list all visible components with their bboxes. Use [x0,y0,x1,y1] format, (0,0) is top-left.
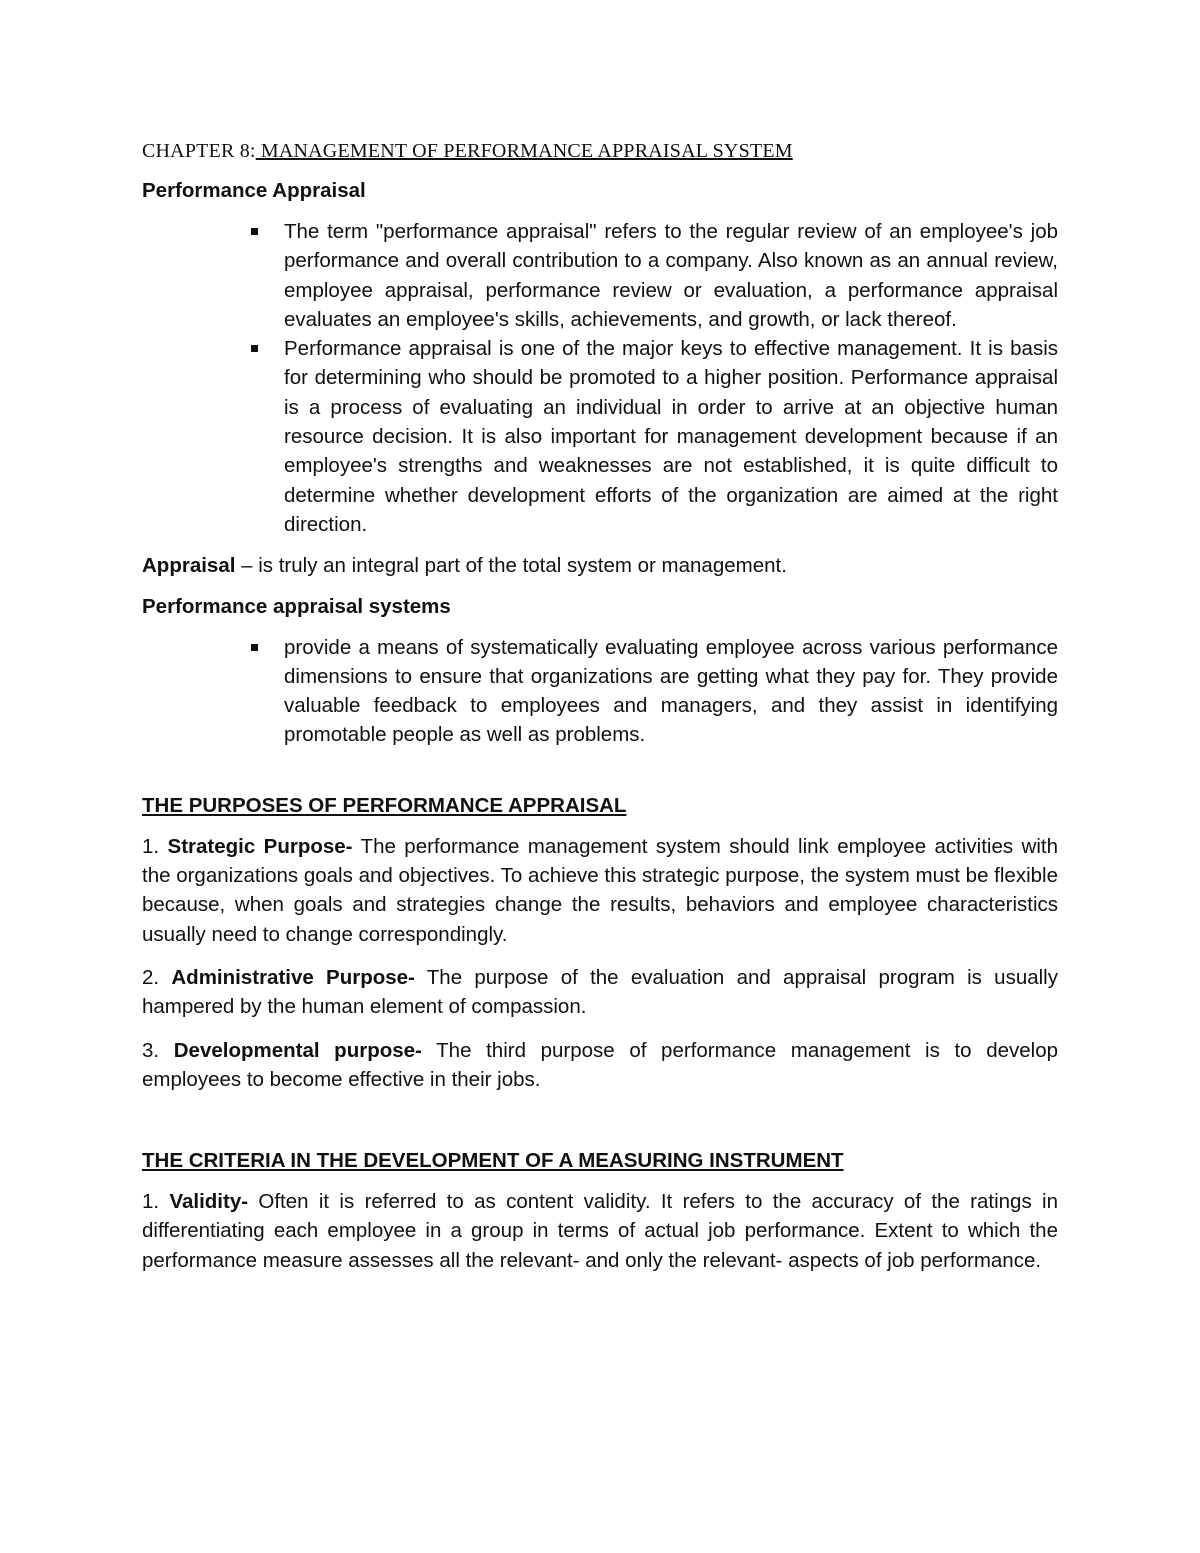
purpose-item-administrative [142,963,1058,1022]
purpose-number: 3. [142,1038,174,1062]
performance-appraisal-list [142,217,1058,539]
square-bullet-icon [251,228,258,235]
performance-appraisal-heading: Performance Appraisal [142,179,366,202]
chapter-prefix: CHAPTER 8: [142,140,256,162]
purpose-text: The performance management system should link employee activities with the organizations goals and objectives. To achieve this strategic purpose, the system must be flexible because, when goals and strategies change the results, behaviors and employee characteristics usually need to change correspondingly. [142,834,1058,946]
list-item-text: provide a means of systematically evaluating employee across various performance dimensions to ensure that organizations are getting what they pay for. They provide valuable feedback to employees and managers, and they assist in identifying promotable people as well as problems. [284,635,1058,747]
document-page [142,140,1058,1289]
purpose-number: 1. [142,834,168,858]
purpose-text: The purpose of the evaluation and appraisal program is usually hampered by the human element of compassion. [142,965,1058,1019]
purpose-item-developmental [142,1036,1058,1095]
chapter-name: MANAGEMENT OF PERFORMANCE APPRAISAL SYSTEM [255,140,793,162]
appraisal-definition [142,551,1058,580]
criteria-title: THE CRITERIA IN THE DEVELOPMENT OF A MEASURING INSTRUMENT [142,1149,844,1173]
appraisal-text: – is truly an integral part of the total system or management. [235,554,787,578]
purposes-title: THE PURPOSES OF PERFORMANCE APPRAISAL [142,793,627,817]
criteria-term: Validity- [169,1190,249,1214]
systems-list [142,633,1058,750]
square-bullet-icon [251,345,258,352]
criteria-item-validity [142,1187,1058,1275]
systems-heading: Performance appraisal systems [142,594,451,618]
list-item-text: Performance appraisal is one of the major keys to effective management. It is basis for determining who should be promoted to a higher position. Performance appraisal is a process of evaluating an individual in order to arrive at an objective human resource decision. It is also important for management development because if an employee's strengths and weaknesses are not established, it is quite difficult to determine whether development efforts of the organization are aimed at the right direction. [284,337,1058,536]
purpose-text: The third purpose of performance management is to develop employees to become effective in their jobs. [142,1038,1058,1091]
purpose-term: Administrative Purpose- [171,965,415,989]
chapter-title [142,140,1058,163]
square-bullet-icon [251,644,258,651]
criteria-number: 1. [142,1190,170,1214]
purpose-term: Developmental purpose- [173,1038,422,1062]
appraisal-term: Appraisal [142,554,236,578]
criteria-text: Often it is referred to as content validity. It refers to the accuracy of the ratings in differentiating each employee in a group in terms of actual job performance. Extent to which the performance measure assesses all the relevant- and only the relevant- aspects of job performance. [142,1190,1059,1272]
list-item [284,334,1058,539]
purpose-term: Strategic Purpose- [167,834,353,858]
list-item-text: The term "performance appraisal" refers to the regular review of an employee's job performance and overall contribution to a company. Also known as an annual review, employee appraisal, performance review or evaluation, a performance appraisal evaluates an employee's skills, achievements, and growth, or lack thereof. [284,220,1058,331]
list-item [284,217,1058,334]
purpose-number: 2. [142,965,172,989]
list-item [284,633,1058,750]
purpose-item-strategic [142,832,1058,949]
